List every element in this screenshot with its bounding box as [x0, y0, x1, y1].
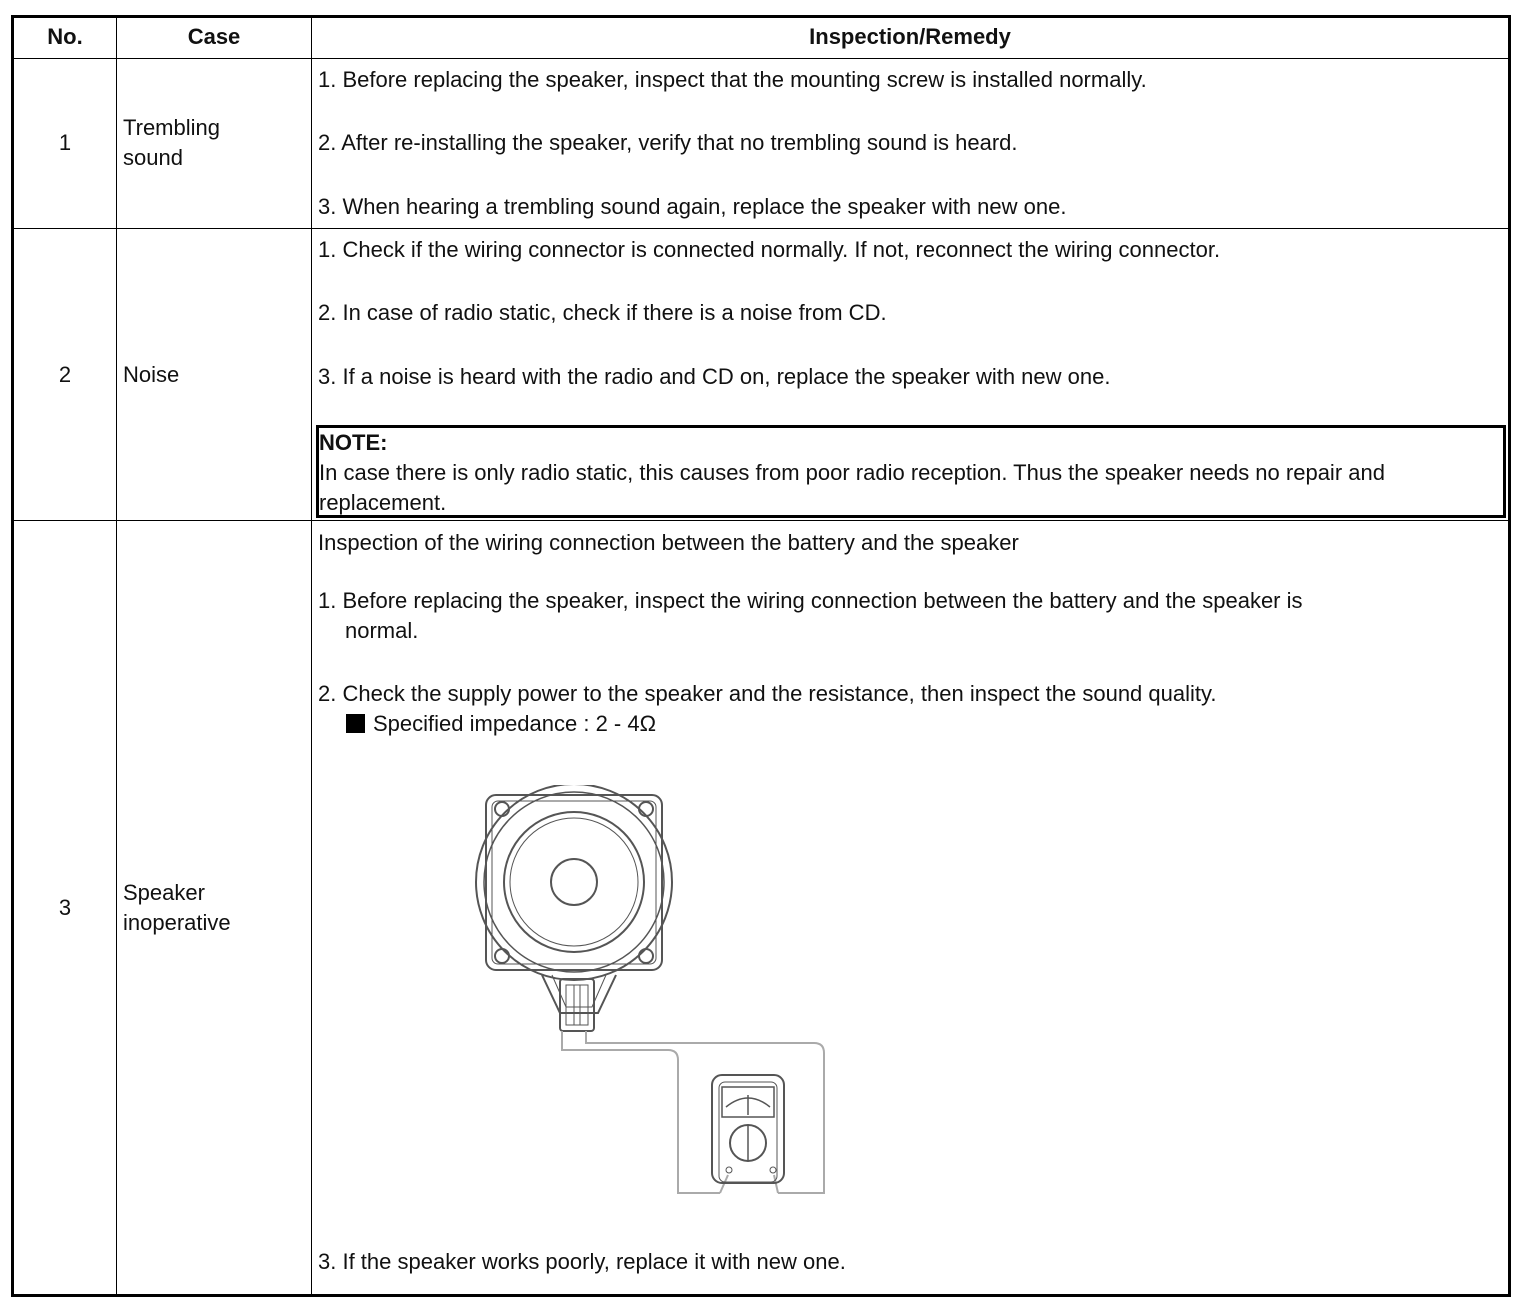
row-2-step-1: 1. Check if the wiring connector is connected normally. If not, reconnect the wiring connector. [318, 237, 1221, 262]
header-remedy: Inspection/Remedy [809, 24, 1011, 49]
header-no: No. [47, 24, 83, 49]
speaker-dust-cap [551, 859, 597, 905]
header-case: Case [187, 24, 241, 49]
col-divider-1 [116, 15, 117, 1297]
row-3-spec [346, 709, 656, 739]
note-title: NOTE: [319, 430, 388, 455]
spec-text: Specified impedance : 2 - 4Ω [373, 711, 657, 736]
row-3-step-3: 3. If the speaker works poorly, replace it with new one. [318, 1249, 846, 1274]
row-2-case: Noise [123, 362, 180, 387]
row-divider-2 [11, 520, 1511, 521]
speaker-multimeter-illustration [470, 785, 840, 1205]
row-3-case-line2: inoperative [123, 910, 231, 935]
row-1-case-line1: Trembling [123, 115, 220, 140]
row-divider-1 [11, 228, 1511, 229]
row-3-step-1-line1: 1. Before replacing the speaker, inspect the wiring connection between the battery and the speaker is [318, 588, 1303, 613]
row-2-step-2: 2. In case of radio static, check if there is a noise from CD. [318, 300, 887, 325]
row-1-step-3: 3. When hearing a trembling sound again, replace the speaker with new one. [318, 194, 1067, 219]
speaker-frame [486, 795, 662, 970]
row-3-case [123, 878, 308, 938]
row-1-step-2: 2. After re-installing the speaker, verify that no trembling sound is heard. [318, 130, 1018, 155]
row-3-intro: Inspection of the wiring connection between the battery and the speaker [318, 530, 1019, 555]
note-text: In case there is only radio static, this causes from poor radio reception. Thus the speaker needs no repair and replacement. [319, 460, 1385, 515]
wire-lead-1 [562, 1031, 720, 1193]
bullet-square-icon [346, 714, 365, 733]
mount-hole-icon [495, 802, 509, 816]
row-3-number: 3 [58, 895, 72, 920]
multimeter-icon [712, 1075, 784, 1183]
row-1-case-line2: sound [123, 145, 183, 170]
row-3-case-line1: Speaker [123, 880, 205, 905]
header-divider [11, 58, 1511, 59]
row-1-case [123, 113, 308, 173]
row-2-step-3: 3. If a noise is heard with the radio and CD on, replace the speaker with new one. [318, 364, 1111, 389]
row-1-step-1: 1. Before replacing the speaker, inspect that the mounting screw is installed normally. [318, 67, 1147, 92]
row-2-number: 2 [58, 362, 72, 387]
wire-lead-2 [586, 1031, 824, 1193]
row-3-step-1-line2: normal. [345, 618, 419, 643]
col-divider-2 [311, 15, 312, 1297]
note-box [316, 425, 1506, 518]
row-3-step-2: 2. Check the supply power to the speaker and the resistance, then inspect the sound quality. [318, 681, 1217, 706]
row-1-number: 1 [58, 130, 72, 155]
